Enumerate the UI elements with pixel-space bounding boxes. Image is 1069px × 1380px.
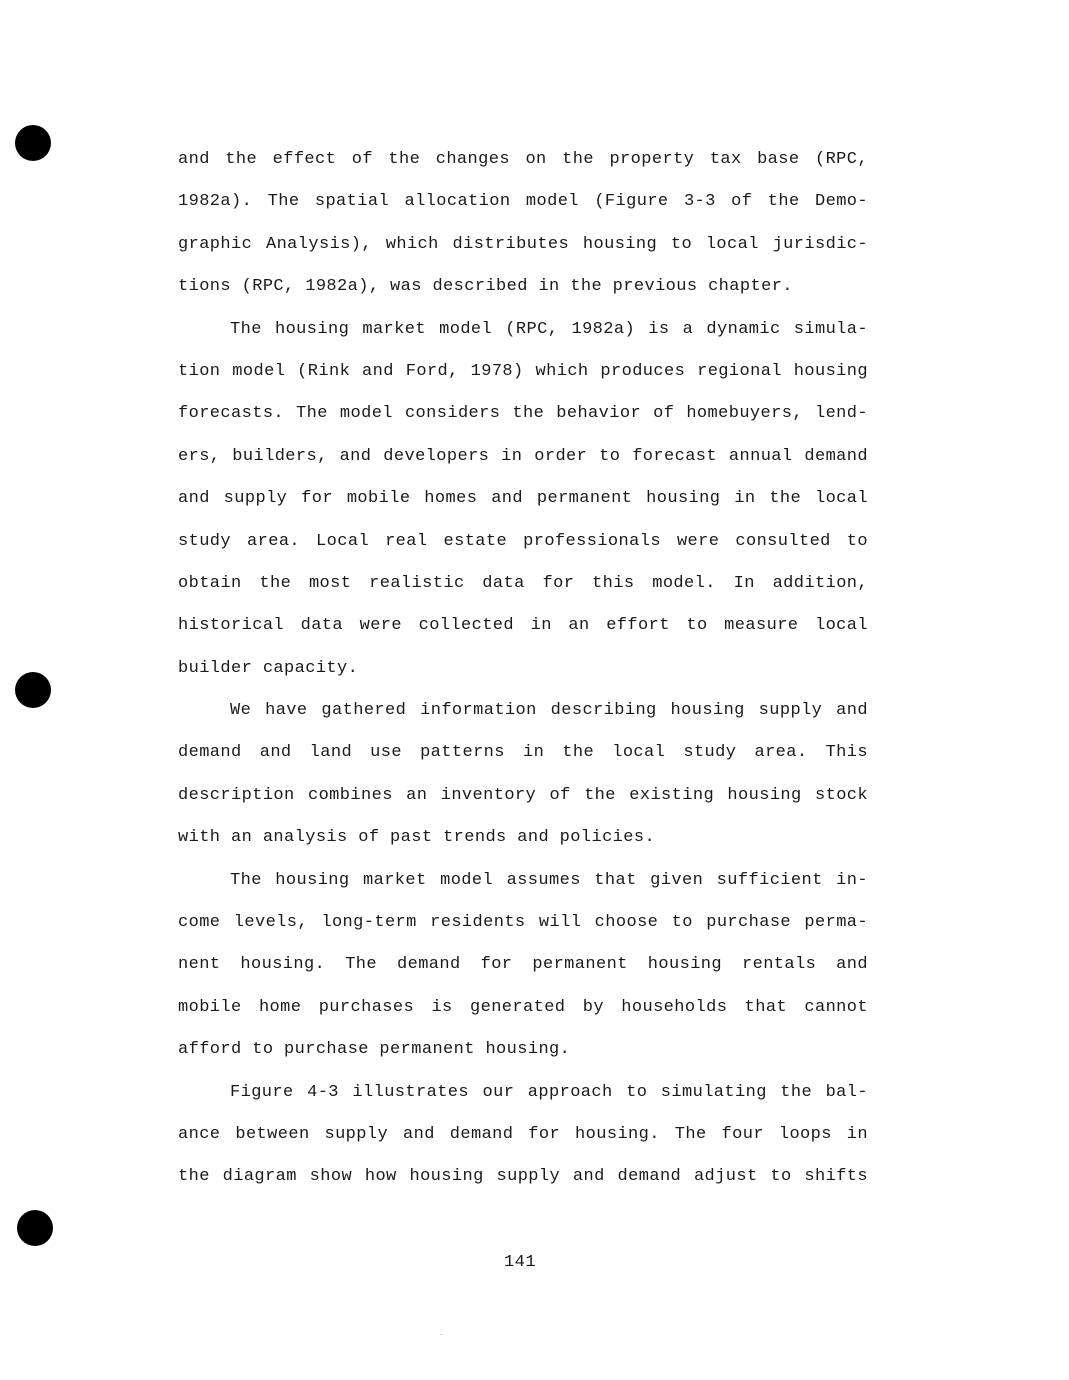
text-line: nent housing. The demand for permanent housing rentals and [178,955,868,975]
text-line: ance between supply and demand for housing. The four loops in [178,1124,868,1144]
text-line: with an analysis of past trends and policies. [178,828,656,848]
text-line: tion model (Rink and Ford, 1978) which produces regional housing [178,361,868,381]
text-line: study area. Local real estate professionals were consulted to [178,531,868,551]
body-text [178,139,868,1199]
text-line: the diagram show how housing supply and demand adjust to shifts [178,1167,868,1187]
text-line: obtain the most realistic data for this model. In addition, [178,573,868,593]
text-line: The housing market model (RPC, 1982a) is a dynamic simula- [230,319,868,339]
text-line: come levels, long-term residents will choose to purchase perma- [178,913,868,933]
text-line: 1982a). The spatial allocation model (Figure 3-3 of the Demo- [178,192,868,212]
text-line: The housing market model assumes that given sufficient in- [230,870,868,890]
text-line: builder capacity. [178,658,359,678]
binder-hole-middle [15,672,51,708]
page-number: 141 [503,1253,537,1272]
binder-hole-bottom [17,1210,53,1246]
text-line: and supply for mobile homes and permanent housing in the local [178,489,868,509]
binder-hole-top [15,125,51,161]
text-line: graphic Analysis), which distributes housing to local jurisdic- [178,234,868,254]
text-line: afford to purchase permanent housing. [178,1040,571,1060]
text-line: mobile home purchases is generated by households that cannot [178,997,868,1017]
text-line: and the effect of the changes on the property tax base (RPC, [178,150,868,169]
text-line: Figure 4-3 illustrates our approach to simulating the bal- [230,1082,868,1102]
text-line: forecasts. The model considers the behavior of homebuyers, lend- [178,404,868,424]
scan-speck [440,1334,443,1335]
text-line: demand and land use patterns in the local study area. This [178,743,868,763]
text-line: description combines an inventory of the existing housing stock [178,785,868,805]
text-line: We have gathered information describing housing supply and [230,701,868,721]
text-line: historical data were collected in an effort to measure local [178,616,868,636]
text-line: ers, builders, and developers in order to forecast annual demand [178,446,868,466]
text-line: tions (RPC, 1982a), was described in the previous chapter. [178,277,793,297]
